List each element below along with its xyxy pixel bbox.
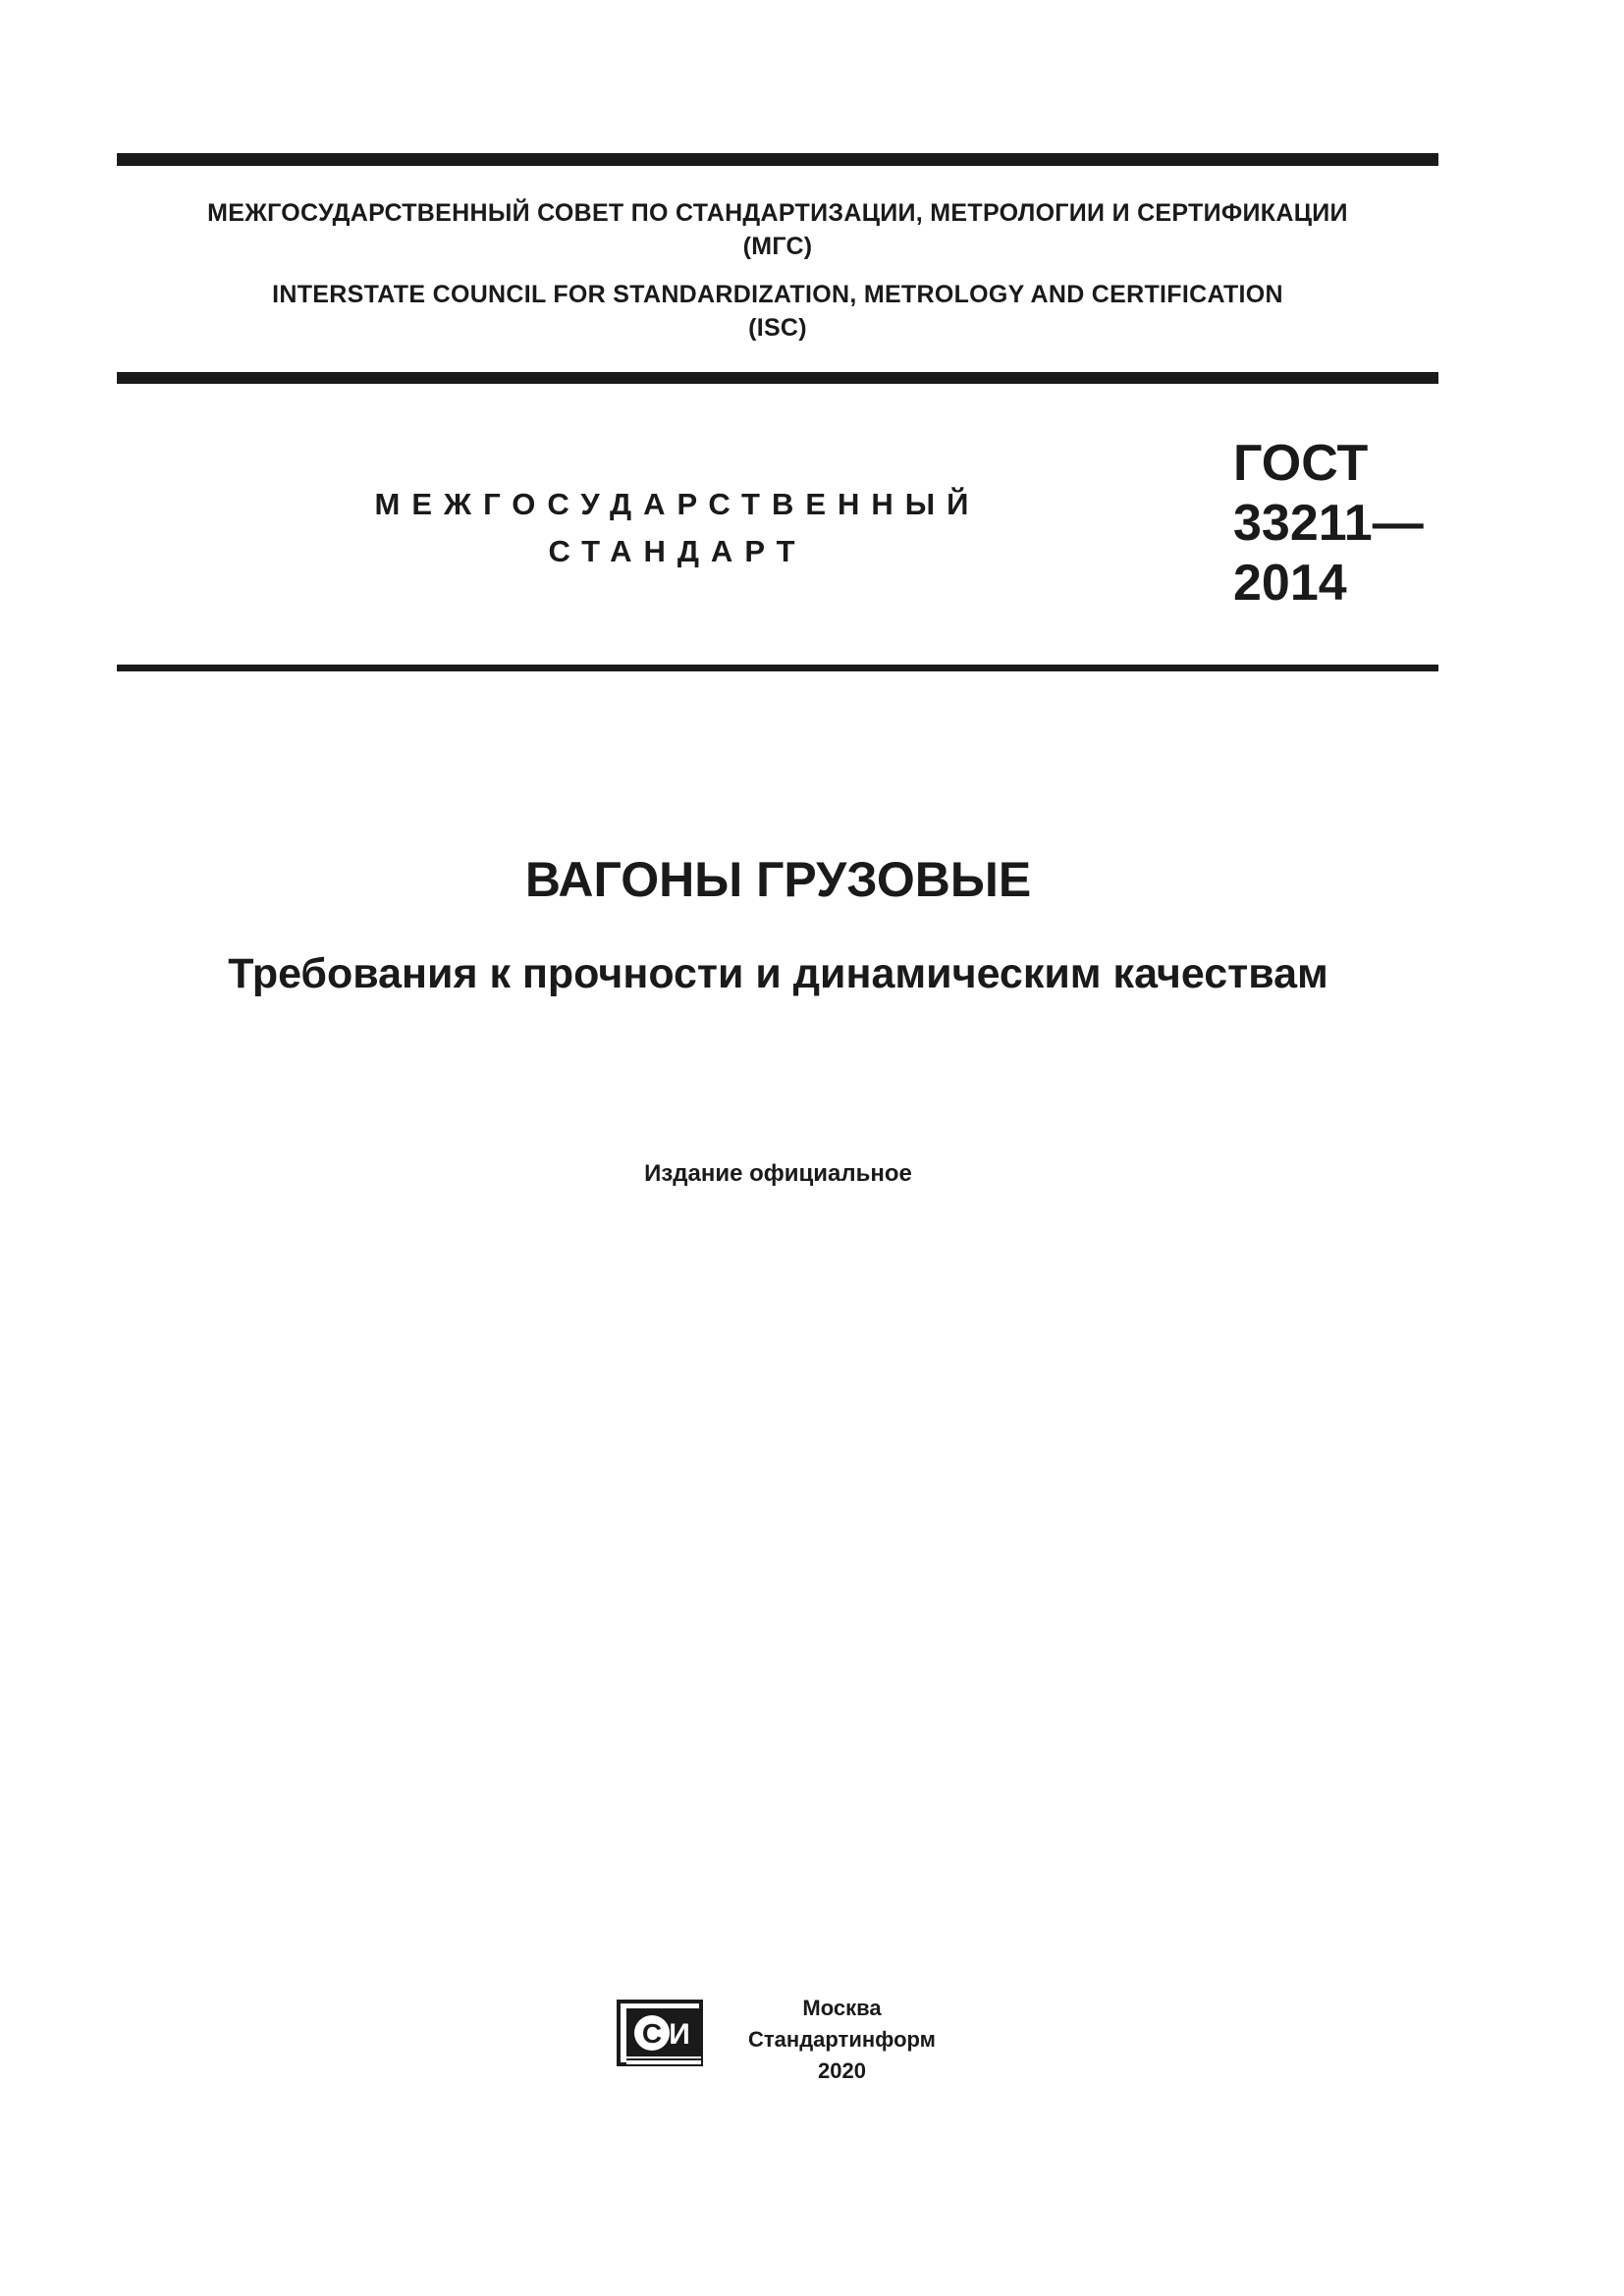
council-abbr-ru: (МГС) — [742, 233, 813, 260]
document-title: ВАГОНЫ ГРУЗОВЫЕ — [524, 852, 1032, 907]
gost-number: 33211— — [1233, 495, 1424, 552]
imprint-publisher: Стандартинформ — [748, 2027, 936, 2052]
logo-letter-i: И — [669, 2018, 690, 2051]
document-subtitle: Требования к прочности и динамическим качествам — [228, 950, 1328, 997]
council-name-en-line: INTERSTATE COUNCIL FOR STANDARDIZATION, METROLOGY AND CERTIFICATION — [272, 281, 1283, 308]
imprint-year: 2020 — [818, 2058, 866, 2083]
standard-type-line2: СТАНДАРТ — [548, 534, 807, 568]
gost-year: 2014 — [1233, 555, 1347, 612]
middle-rule — [117, 372, 1438, 384]
edition-note: Издание официальное — [644, 1160, 912, 1187]
standartinform-logo-icon — [617, 2000, 707, 2070]
publisher-imprint — [727, 1993, 957, 2087]
council-name-en — [117, 278, 1438, 345]
gost-designation — [1233, 434, 1424, 614]
council-abbr-en: (ISC) — [748, 314, 807, 342]
council-name-ru-line: МЕЖГОСУДАРСТВЕННЫЙ СОВЕТ ПО СТАНДАРТИЗАЦИИ, МЕТРОЛОГИИ И СЕРТИФИКАЦИИ — [207, 199, 1348, 227]
imprint-city: Москва — [802, 1996, 882, 2020]
council-name-ru — [117, 196, 1438, 263]
gost-label: ГОСТ — [1233, 435, 1369, 492]
standard-type — [334, 481, 1021, 575]
lower-rule — [117, 665, 1438, 671]
top-rule — [117, 153, 1438, 166]
standard-type-line1: МЕЖГОСУДАРСТВЕННЫЙ — [374, 487, 981, 521]
svg-text:С: С — [641, 2018, 663, 2049]
